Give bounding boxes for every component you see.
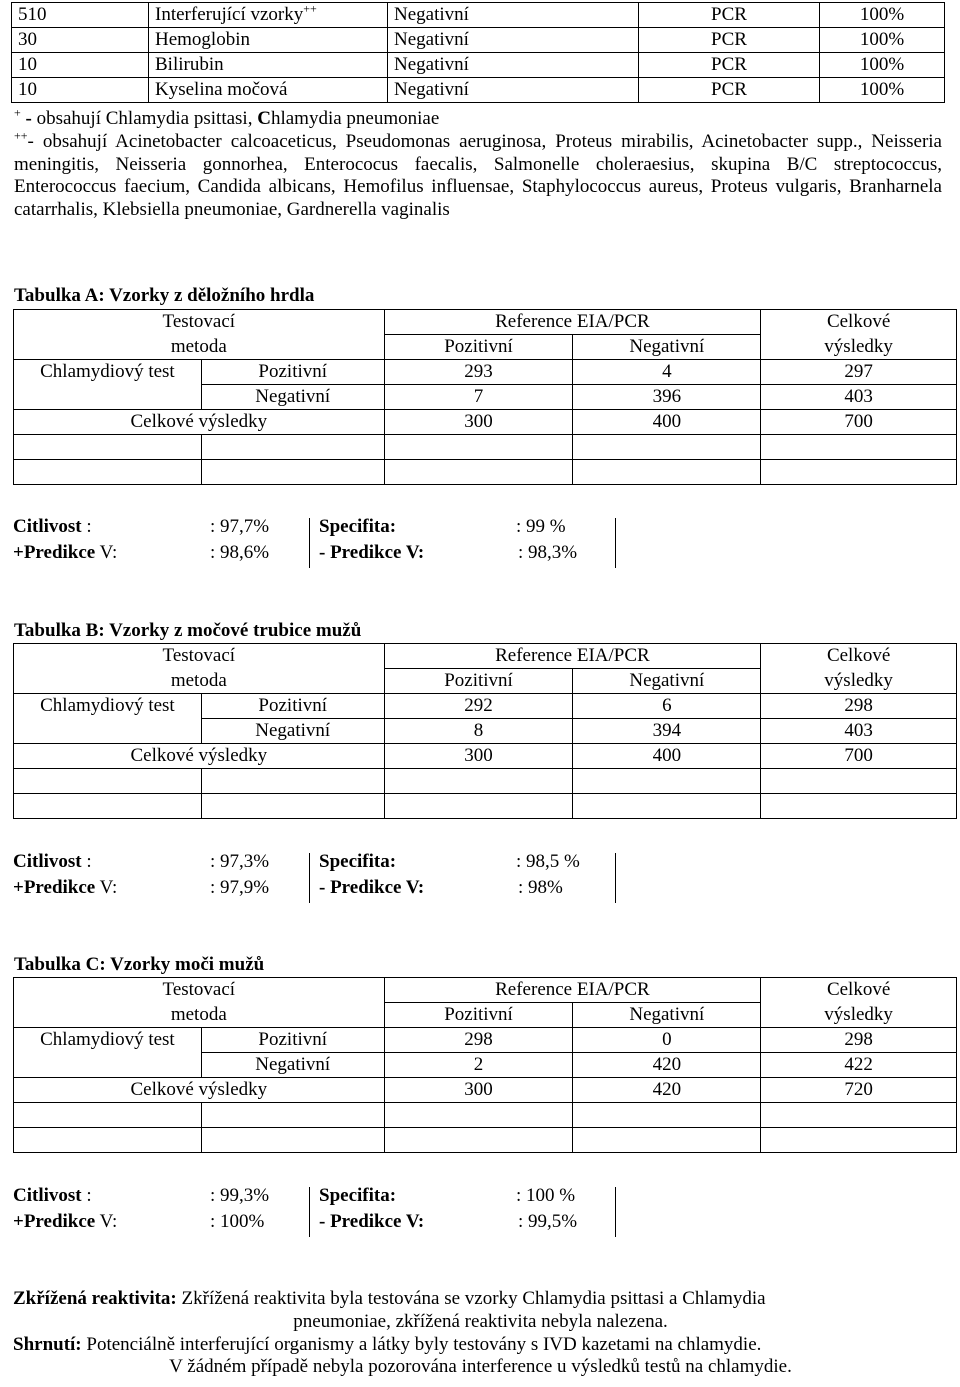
empty-cell <box>201 435 384 460</box>
empty-cell <box>14 769 202 794</box>
empty-cell <box>201 460 384 485</box>
npv-value <box>518 1211 577 1234</box>
row-label-negative: Negativní <box>201 385 384 410</box>
cross-reactivity: Zkřížená reaktivita: Zkřížená reaktivita byla testována se vzorky Chlamydia psittasi a Chlamydia <box>13 1288 766 1309</box>
stat-text: : 97,9% <box>210 877 270 898</box>
stat-text: V: <box>95 877 118 898</box>
empty-row <box>14 435 957 460</box>
empty-cell <box>384 769 573 794</box>
value-cell: 298 <box>384 1028 573 1053</box>
empty-cell <box>14 1128 202 1153</box>
empty-cell <box>573 1128 761 1153</box>
stat-text: V: <box>95 542 118 563</box>
total-row <box>14 410 957 435</box>
result-cell: Negativní <box>388 53 639 78</box>
stat-text: : 98,5 % <box>516 851 580 872</box>
empty-cell <box>573 435 761 460</box>
header-negative: Negativní <box>573 669 761 694</box>
header-row <box>14 310 957 335</box>
interference-row <box>12 28 945 53</box>
result-table-c <box>13 977 957 1153</box>
value-cell: 297 <box>761 360 957 385</box>
ppv-value <box>210 542 269 565</box>
divider <box>309 1187 310 1237</box>
header-positive: Pozitivní <box>384 335 573 360</box>
empty-cell <box>201 794 384 819</box>
value-cell: 298 <box>761 694 957 719</box>
header-method-cont: metoda <box>14 1003 385 1028</box>
npv-label <box>319 542 424 565</box>
test-name-cell: Chlamydiový test <box>14 694 202 719</box>
substance-name: Kyselina močová <box>155 78 288 100</box>
total-row <box>14 1078 957 1103</box>
value-cell: 396 <box>573 385 761 410</box>
positive-row <box>14 694 957 719</box>
test-name-cell: Chlamydiový test <box>14 1028 202 1053</box>
header-method: Testovací <box>14 978 385 1003</box>
specificity-label <box>319 851 396 874</box>
result-cell: Negativní <box>388 78 639 103</box>
empty-cell <box>761 1128 957 1153</box>
row-label-total: Celkové výsledky <box>14 1078 385 1103</box>
percent-cell: 100% <box>820 53 945 78</box>
row-label-negative: Negativní <box>201 719 384 744</box>
sensitivity-label <box>13 1185 92 1208</box>
divider <box>615 1187 616 1237</box>
interference-row <box>12 3 945 28</box>
empty-cell <box>201 1128 384 1153</box>
stat-text: - Predikce V: <box>319 1211 425 1232</box>
substance-name: Hemoglobin <box>155 28 250 50</box>
empty-row <box>14 794 957 819</box>
empty-cell <box>14 385 202 410</box>
value-cell: 420 <box>573 1053 761 1078</box>
specificity-label <box>319 516 396 539</box>
divider <box>615 518 616 568</box>
value-cell: 720 <box>761 1078 957 1103</box>
empty-cell <box>384 1103 573 1128</box>
header-row <box>14 669 957 694</box>
specificity-value <box>516 851 580 874</box>
stat-text: : 99,5% <box>518 1211 578 1232</box>
count-cell: 10 <box>12 78 149 103</box>
ppv-value <box>210 1211 264 1234</box>
empty-cell <box>573 460 761 485</box>
substance-cell <box>149 28 388 53</box>
npv-value <box>518 877 563 900</box>
empty-row <box>14 1128 957 1153</box>
header-row <box>14 335 957 360</box>
row-label-positive: Pozitivní <box>201 694 384 719</box>
percent-cell: 100% <box>820 28 945 53</box>
header-negative: Negativní <box>573 1003 761 1028</box>
empty-cell <box>14 1053 202 1078</box>
value-cell: 2 <box>384 1053 573 1078</box>
empty-cell <box>761 769 957 794</box>
stat-text: Citlivost <box>13 1185 82 1206</box>
positive-row <box>14 1028 957 1053</box>
stat-text: Citlivost <box>13 516 82 537</box>
positive-row <box>14 360 957 385</box>
row-label-total: Celkové výsledky <box>14 744 385 769</box>
section-title-c: Tabulka C: Vzorky moči mužů <box>14 954 265 975</box>
specificity-label <box>319 1185 396 1208</box>
header-positive: Pozitivní <box>384 1003 573 1028</box>
header-method-cont: metoda <box>14 335 385 360</box>
value-cell: 403 <box>761 719 957 744</box>
header-positive: Pozitivní <box>384 669 573 694</box>
row-label-negative: Negativní <box>201 1053 384 1078</box>
header-row <box>14 644 957 669</box>
value-cell: 7 <box>384 385 573 410</box>
value-cell: 700 <box>761 744 957 769</box>
stat-text: : 100% <box>210 1211 265 1232</box>
stat-text: : 97,7% <box>210 516 270 537</box>
stats-a <box>13 516 633 570</box>
ppv-label <box>13 542 117 565</box>
stat-text: : 97,3% <box>210 851 270 872</box>
empty-row <box>14 1103 957 1128</box>
cross-reactivity-cont: pneumoniae, zkřížená reaktivita nebyla nalezena. <box>293 1310 668 1332</box>
value-cell: 4 <box>573 360 761 385</box>
divider <box>309 853 310 903</box>
negative-row <box>14 719 957 744</box>
value-cell: 300 <box>384 744 573 769</box>
value-cell: 292 <box>384 694 573 719</box>
substance-name: Interferující vzorky <box>155 3 304 25</box>
method-cell: PCR <box>639 78 820 103</box>
stat-text: : 98% <box>518 877 563 898</box>
method-cell: PCR <box>639 3 820 28</box>
interference-table <box>11 2 945 103</box>
value-cell: 293 <box>384 360 573 385</box>
header-total: Celkové <box>761 644 957 669</box>
value-cell: 298 <box>761 1028 957 1053</box>
empty-cell <box>14 460 202 485</box>
stat-text: +Predikce <box>13 1211 96 1232</box>
notes <box>14 105 942 222</box>
row-label-positive: Pozitivní <box>201 360 384 385</box>
stat-text: : 98,6% <box>210 542 270 563</box>
header-row <box>14 1003 957 1028</box>
empty-cell <box>14 435 202 460</box>
row-label-positive: Pozitivní <box>201 1028 384 1053</box>
empty-row <box>14 769 957 794</box>
stat-text: Specifita: <box>319 1185 397 1206</box>
empty-cell <box>761 1103 957 1128</box>
value-cell: 700 <box>761 410 957 435</box>
ppv-label <box>13 1211 117 1234</box>
stat-text: Citlivost <box>13 851 82 872</box>
note-plusplus: ++- obsahují Acinetobacter calcoaceticus, Pseudomonas aeruginosa, Proteus mirabilis, Acinetobacter supp., Neisseria meningitis, Neisseria gonnorhea, Enterococus faecalis, Salmonelle choleraesius, skupina B/C streptococcus, Enterococcus faecium, Candida albicans, Hemofilus influensae, Staphylococcus aureus, Proteus vulgaris, Branharnela catarrhalis, Klebsiella pneumoniae, Gardnerella vaginalis <box>14 128 942 221</box>
header-total: Celkové <box>761 978 957 1003</box>
note-plus: + - obsahují Chlamydia psittasi, Chlamydia pneumoniae <box>14 105 440 129</box>
stat-text: - Predikce V: <box>319 542 425 563</box>
empty-cell <box>384 794 573 819</box>
stat-text: Specifita: <box>319 851 397 872</box>
stat-text: Specifita: <box>319 516 397 537</box>
percent-cell: 100% <box>820 3 945 28</box>
value-cell: 8 <box>384 719 573 744</box>
divider <box>615 853 616 903</box>
substance-cell <box>149 3 388 28</box>
header-reference: Reference EIA/PCR <box>384 644 761 669</box>
sensitivity-value <box>210 851 269 874</box>
header-row <box>14 978 957 1003</box>
header-total-cont: výsledky <box>761 1003 957 1028</box>
stat-text: : <box>81 516 92 537</box>
ppv-value <box>210 877 269 900</box>
stat-text: : 99,3% <box>210 1185 270 1206</box>
header-reference: Reference EIA/PCR <box>384 310 761 335</box>
summary: Shrnutí: Potenciálně interferující organismy a látky byly testovány s IVD kazetami na chlamydie. <box>13 1333 762 1355</box>
empty-cell <box>201 1103 384 1128</box>
header-method-cont: metoda <box>14 669 385 694</box>
empty-cell <box>14 794 202 819</box>
specificity-value <box>516 1185 575 1208</box>
value-cell: 300 <box>384 1078 573 1103</box>
substance-cell <box>149 78 388 103</box>
test-name-cell: Chlamydiový test <box>14 360 202 385</box>
stat-text: : 99 % <box>516 516 566 537</box>
stat-text: : 98,3% <box>518 542 578 563</box>
negative-row <box>14 1053 957 1078</box>
header-method: Testovací <box>14 310 385 335</box>
divider <box>309 518 310 568</box>
result-cell: Negativní <box>388 3 639 28</box>
percent-cell: 100% <box>820 78 945 103</box>
empty-cell <box>384 460 573 485</box>
header-total: Celkové <box>761 310 957 335</box>
npv-label <box>319 1211 424 1234</box>
sensitivity-label <box>13 851 92 874</box>
interference-row <box>12 78 945 103</box>
header-method: Testovací <box>14 644 385 669</box>
empty-cell <box>573 769 761 794</box>
sensitivity-value <box>210 516 269 539</box>
negative-row <box>14 385 957 410</box>
substance-cell <box>149 53 388 78</box>
stat-text: +Predikce <box>13 877 96 898</box>
empty-cell <box>573 794 761 819</box>
interference-row <box>12 53 945 78</box>
empty-cell <box>573 1103 761 1128</box>
value-cell: 6 <box>573 694 761 719</box>
method-cell: PCR <box>639 53 820 78</box>
count-cell: 10 <box>12 53 149 78</box>
method-cell: PCR <box>639 28 820 53</box>
stats-c <box>13 1185 633 1239</box>
value-cell: 300 <box>384 410 573 435</box>
empty-cell <box>384 1128 573 1153</box>
header-total-cont: výsledky <box>761 669 957 694</box>
section-title-b: Tabulka B: Vzorky z močové trubice mužů <box>14 620 362 641</box>
sensitivity-value <box>210 1185 269 1208</box>
header-total-cont: výsledky <box>761 335 957 360</box>
empty-cell <box>761 460 957 485</box>
sensitivity-label <box>13 516 92 539</box>
value-cell: 420 <box>573 1078 761 1103</box>
empty-row <box>14 460 957 485</box>
stats-b <box>13 851 633 905</box>
total-row <box>14 744 957 769</box>
empty-cell <box>761 435 957 460</box>
value-cell: 394 <box>573 719 761 744</box>
empty-cell <box>14 719 202 744</box>
empty-cell <box>384 435 573 460</box>
result-table-a <box>13 309 957 485</box>
stat-text: : 100 % <box>516 1185 576 1206</box>
stat-text: - Predikce V: <box>319 877 425 898</box>
npv-label <box>319 877 424 900</box>
footer-notes <box>13 1288 948 1379</box>
empty-cell <box>201 769 384 794</box>
stat-text: +Predikce <box>13 542 96 563</box>
footnote-mark: ++ <box>303 1 317 16</box>
substance-name: Bilirubin <box>155 53 224 75</box>
ppv-label <box>13 877 117 900</box>
value-cell: 0 <box>573 1028 761 1053</box>
summary-cont: V žádném případě nebyla pozorována interference u výsledků testů na chlamydie. <box>169 1356 792 1378</box>
stat-text: : <box>81 1185 92 1206</box>
value-cell: 400 <box>573 744 761 769</box>
result-cell: Negativní <box>388 28 639 53</box>
result-table-b <box>13 643 957 819</box>
value-cell: 400 <box>573 410 761 435</box>
stat-text: V: <box>95 1211 118 1232</box>
empty-cell <box>761 794 957 819</box>
value-cell: 422 <box>761 1053 957 1078</box>
section-title-a: Tabulka A: Vzorky z děložního hrdla <box>14 285 315 306</box>
empty-cell <box>14 1103 202 1128</box>
header-negative: Negativní <box>573 335 761 360</box>
count-cell: 510 <box>12 3 149 28</box>
specificity-value <box>516 516 566 539</box>
npv-value <box>518 542 577 565</box>
value-cell: 403 <box>761 385 957 410</box>
count-cell: 30 <box>12 28 149 53</box>
row-label-total: Celkové výsledky <box>14 410 385 435</box>
header-reference: Reference EIA/PCR <box>384 978 761 1003</box>
stat-text: : <box>81 851 92 872</box>
